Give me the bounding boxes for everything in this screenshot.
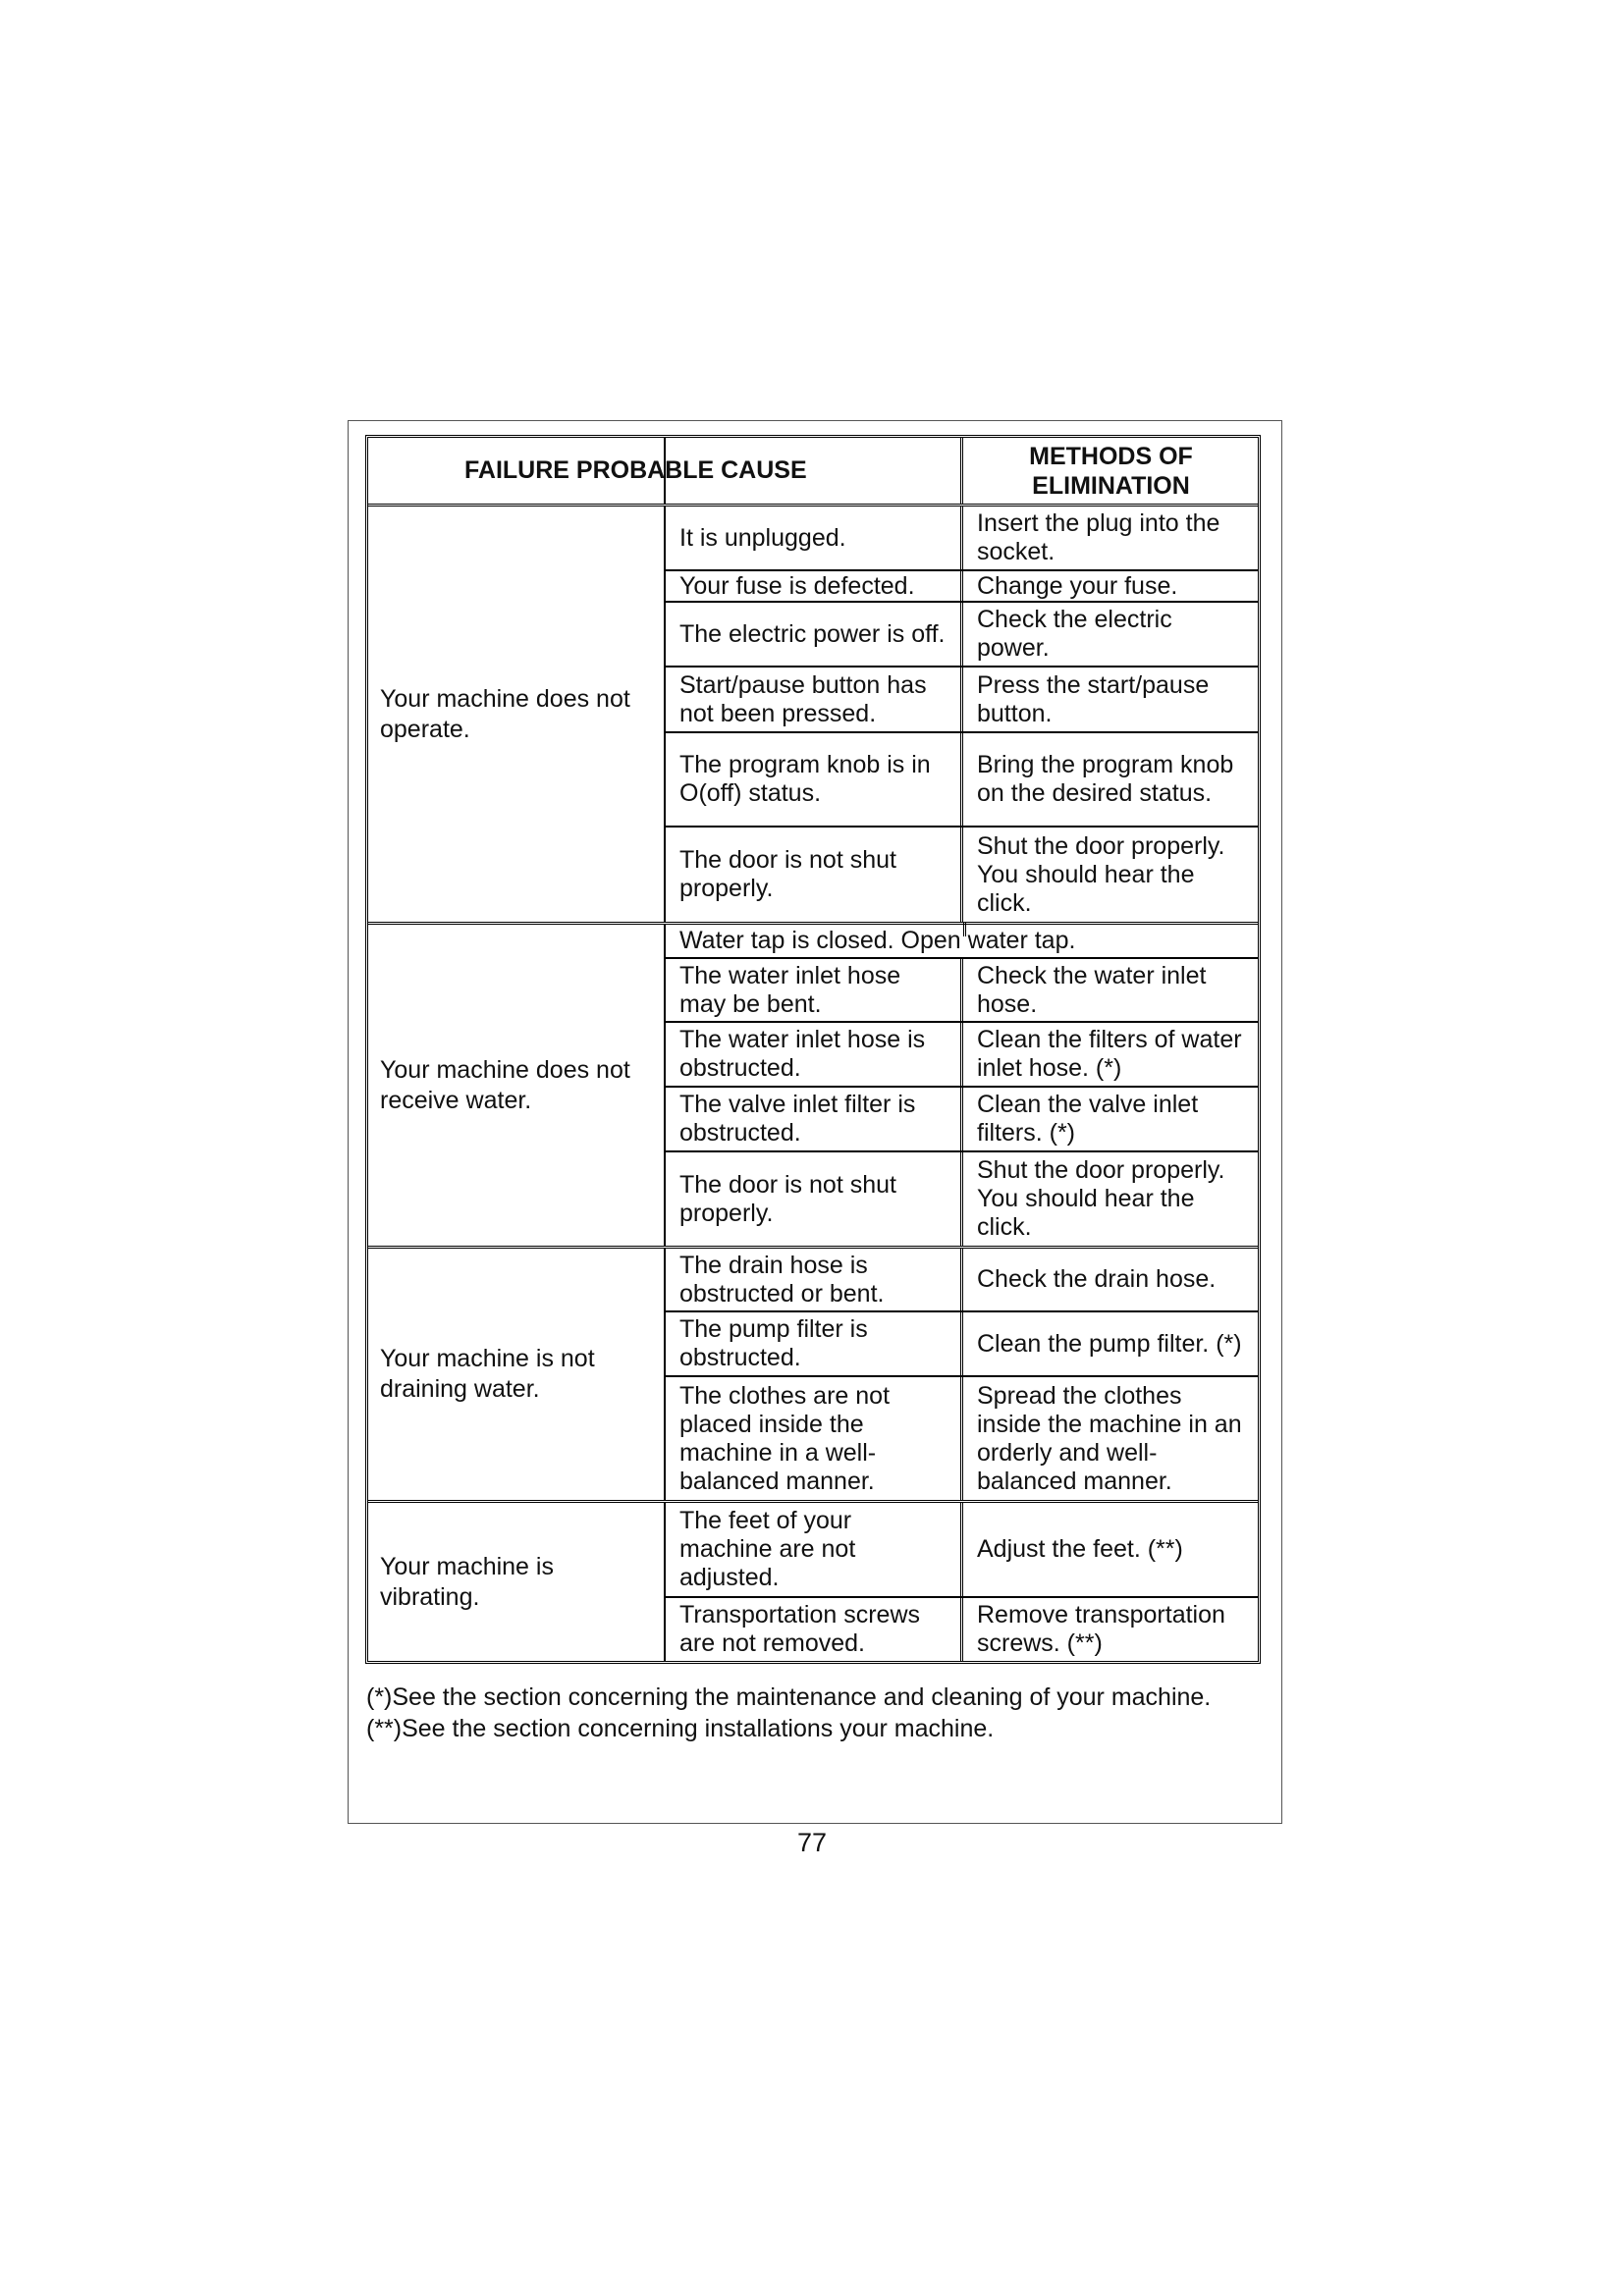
failure-group	[368, 1503, 1258, 1661]
cause-cell: The clothes are not placed inside the machine in a well-balanced manner.	[666, 1377, 963, 1500]
table-row	[666, 828, 1258, 922]
failure-group	[368, 1249, 1258, 1503]
method-cell: Adjust the feet. (**)	[977, 1535, 1183, 1563]
method-cell: Check the electric power.	[977, 606, 1172, 662]
table-row	[666, 603, 1258, 667]
troubleshooting-table	[365, 435, 1261, 1664]
method-cell: Insert the plug into the socket.	[977, 509, 1220, 565]
method-cell: Check the drain hose.	[977, 1265, 1217, 1293]
method-cell: Remove transportation screws. (**)	[977, 1601, 1225, 1657]
failure-cell: Your machine is not draining water.	[368, 1249, 666, 1500]
table-row	[666, 925, 1258, 959]
header-failure-probable-cause: FAILURE PROBABLE CAUSE	[464, 456, 807, 484]
table-row	[666, 1249, 1258, 1312]
failure-cell: Your machine does not operate.	[368, 507, 666, 922]
cause-cell: The electric power is off.	[666, 603, 963, 666]
failure-group	[368, 925, 1258, 1249]
footnote-maintenance: (*)See the section concerning the maintenance and cleaning of your machine.	[366, 1683, 1212, 1711]
cause-cell: Your fuse is defected.	[666, 571, 963, 601]
cause-cell: The program knob is in O(off) status.	[666, 733, 963, 826]
method-cell: Spread the clothes inside the machine in an orderly and well-balanced manner.	[977, 1381, 1242, 1495]
method-cell: Check the water inlet hose.	[977, 961, 1207, 1018]
table-row	[666, 571, 1258, 603]
table-row	[666, 733, 1258, 828]
method-cell: Shut the door properly. You should hear the click.	[977, 1156, 1225, 1241]
method-cell: Change your fuse.	[977, 571, 1178, 600]
cause-cell: The water inlet hose may be bent.	[666, 959, 963, 1021]
header-methods-of-elimination: METHODS OF ELIMINATION	[1029, 443, 1193, 500]
footnote-installation: (**)See the section concerning installations your machine.	[366, 1715, 995, 1742]
failure-cell: Your machine does not receive water.	[368, 925, 666, 1246]
cause-cell: Transportation screws are not removed.	[666, 1598, 963, 1661]
failure-cell: Your machine is vibrating.	[368, 1503, 666, 1661]
method-cell: Clean the filters of water inlet hose. (*)	[977, 1026, 1242, 1082]
table-row	[666, 959, 1258, 1023]
cause-cell: Start/pause button has not been pressed.	[666, 667, 963, 731]
footnotes	[366, 1682, 1211, 1744]
cause-cell: The door is not shut properly.	[666, 1152, 963, 1246]
table-row	[666, 1023, 1258, 1088]
table-row	[666, 1503, 1258, 1598]
page-number: 77	[796, 1828, 828, 1857]
cause-cell: The valve inlet filter is obstructed.	[666, 1088, 963, 1150]
cause-cell: It is unplugged.	[666, 507, 963, 569]
table-row	[666, 1088, 1258, 1152]
table-row	[666, 1377, 1258, 1500]
method-cell: Bring the program knob on the desired status.	[977, 751, 1234, 807]
table-row	[666, 507, 1258, 571]
cause-cell: The drain hose is obstructed or bent.	[666, 1249, 963, 1310]
table-row	[666, 667, 1258, 733]
failure-group	[368, 507, 1258, 925]
cause-cell: Water tap is closed. Open water tap.	[679, 927, 1076, 954]
cause-cell: The pump filter is obstructed.	[666, 1312, 963, 1375]
method-cell: Clean the pump filter. (*)	[977, 1329, 1242, 1358]
method-cell: Press the start/pause button.	[977, 670, 1210, 727]
table-row	[666, 1152, 1258, 1246]
cause-cell: The door is not shut properly.	[666, 828, 963, 922]
method-cell: Shut the door properly. You should hear the click.	[977, 831, 1225, 917]
table-header	[368, 438, 1258, 507]
cause-cell: The feet of your machine are not adjusted.	[666, 1503, 963, 1596]
method-cell: Clean the valve inlet filters. (*)	[977, 1091, 1199, 1147]
cause-cell: The water inlet hose is obstructed.	[666, 1023, 963, 1086]
table-row	[666, 1598, 1258, 1661]
table-row	[666, 1312, 1258, 1377]
